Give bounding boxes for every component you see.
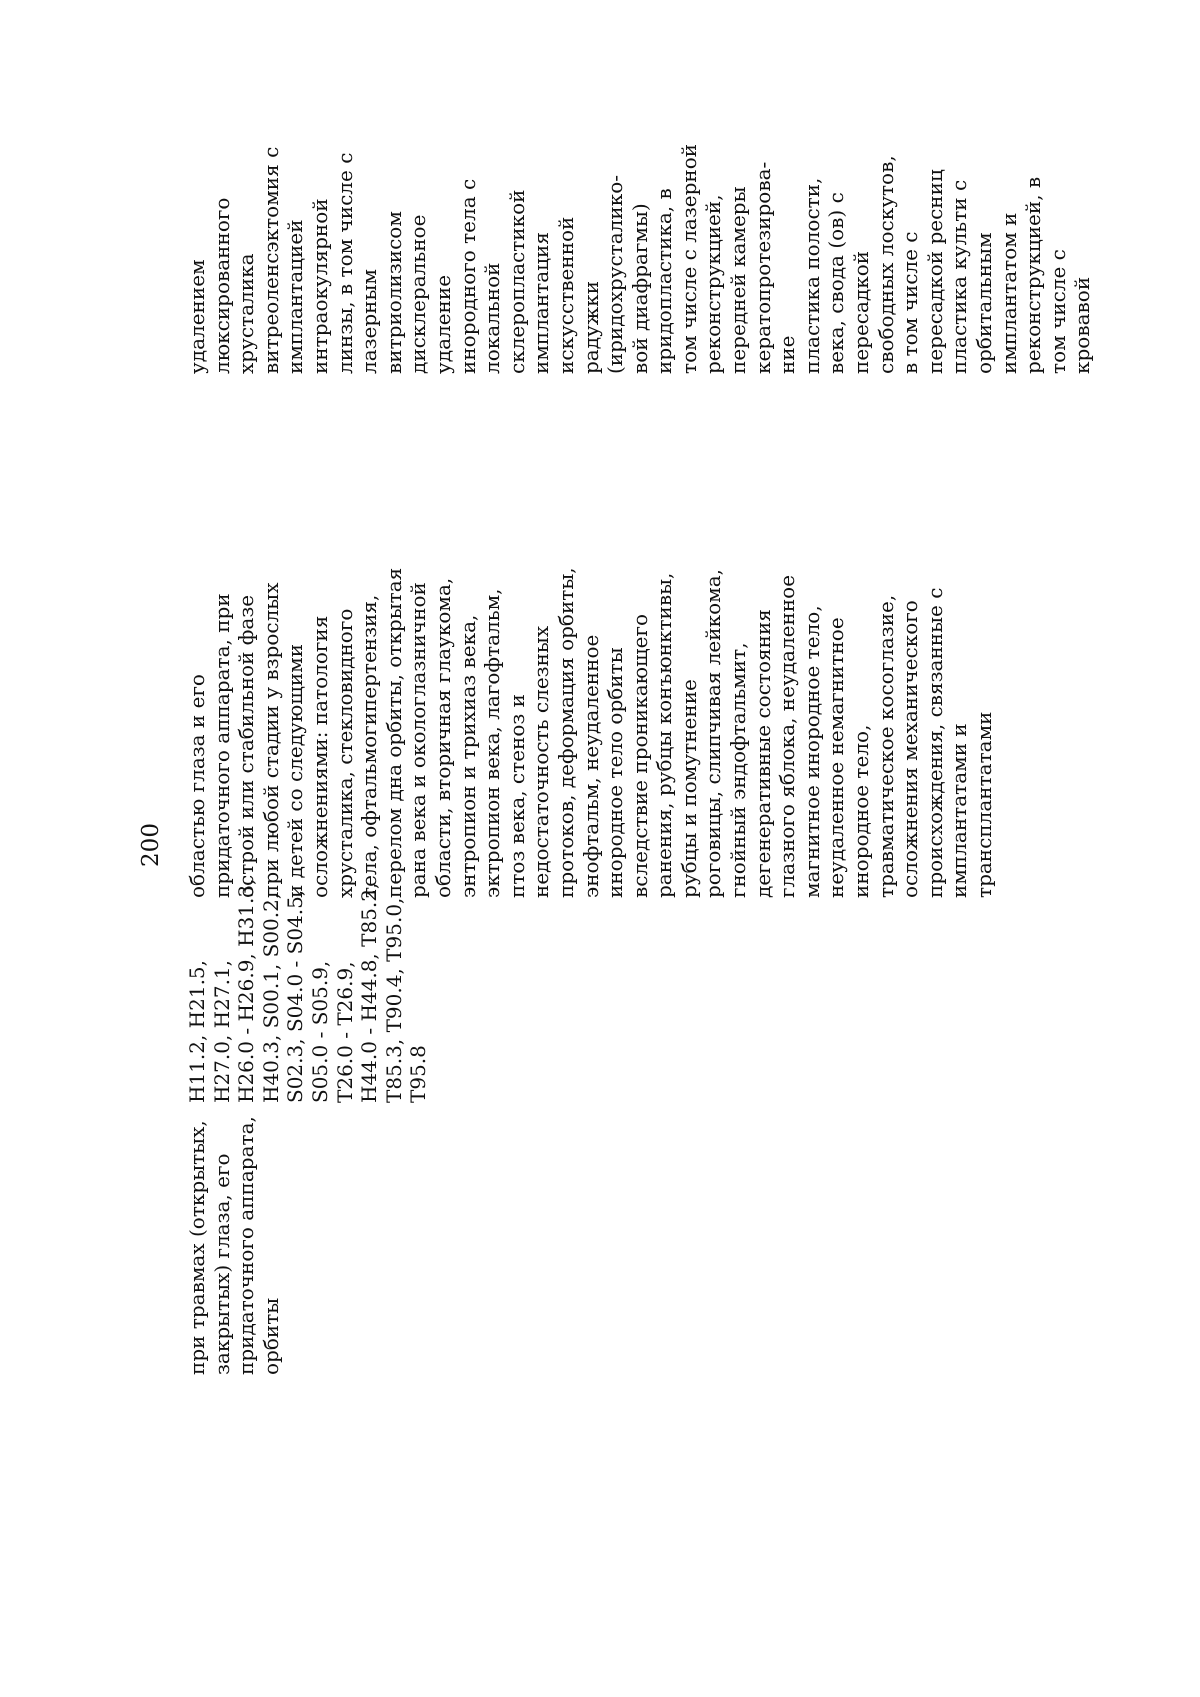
page-number: 200 bbox=[138, 823, 164, 867]
treatment-line: иридопластика, в bbox=[652, 188, 677, 374]
description-line: эктропион века, лагофтальм, bbox=[480, 588, 505, 898]
description-line: тела, офтальмогипертензия, bbox=[357, 594, 382, 898]
description-line: дегенеративные состояния bbox=[750, 609, 775, 898]
condition-line: закрытых) глаза, его bbox=[209, 1153, 234, 1375]
treatment-line: пересадкой ресниц bbox=[922, 169, 947, 374]
treatment-line: имплантацией bbox=[283, 219, 308, 374]
treatment-line: радужки bbox=[578, 280, 603, 374]
treatment-line: орбитальным bbox=[972, 232, 996, 374]
description-line: энтропион и трихиаз века, bbox=[455, 614, 480, 898]
condition-column bbox=[185, 1105, 283, 1375]
treatment-line: инородного тела с bbox=[455, 178, 480, 374]
description-line: рана века и окологлазничной bbox=[406, 582, 431, 898]
description-line: и детей со следующими bbox=[283, 643, 308, 898]
description-line: осложнения механического bbox=[898, 600, 923, 898]
code-line: H26.0 - H26.9, H31.3, bbox=[234, 878, 259, 1103]
treatment-line: удалением bbox=[185, 259, 209, 374]
treatment-line: вой диафрагмы) bbox=[627, 203, 652, 374]
treatment-line: кровавой bbox=[1070, 276, 1095, 374]
treatment-line: хрусталика bbox=[234, 253, 259, 374]
treatment-line: века, свода (ов) с bbox=[824, 192, 849, 374]
description-line: осложнениями: патология bbox=[307, 615, 332, 898]
treatment-line: локальной bbox=[480, 262, 505, 374]
description-column bbox=[185, 488, 997, 898]
code-line: H11.2, H21.5, bbox=[185, 959, 209, 1103]
treatment-line: пластика полости, bbox=[799, 177, 824, 374]
code-line: S02.3, S04.0 - S04.5, bbox=[283, 889, 308, 1103]
description-line: области, вторичная глаукома, bbox=[430, 577, 455, 898]
description-line: птоз века, стеноз и bbox=[504, 693, 529, 898]
code-line: S05.0 - S05.9, bbox=[307, 960, 332, 1103]
description-line: магнитное инородное тело, bbox=[799, 605, 824, 898]
description-line: травматическое косоглазие, bbox=[873, 594, 898, 898]
treatment-line: искусственной bbox=[553, 216, 578, 374]
treatment-line: пересадкой bbox=[849, 250, 874, 374]
description-line: перелом дна орбиты, открытая bbox=[381, 567, 406, 898]
treatment-line: реконструкцией, в bbox=[1021, 176, 1046, 374]
description-line: инородное тело орбиты bbox=[603, 647, 628, 898]
code-line: T95.8 bbox=[406, 1045, 431, 1103]
treatment-line: дисклеральное bbox=[406, 214, 431, 374]
treatment-line: люксированного bbox=[209, 197, 234, 374]
description-line: областью глаза и его bbox=[185, 674, 209, 898]
treatment-line: линзы, в том числе с bbox=[332, 152, 357, 374]
description-line: при любой стадии у взрослых bbox=[258, 582, 283, 898]
treatment-line: в том числе с bbox=[898, 231, 923, 374]
treatment-line: реконструкцией, bbox=[701, 194, 726, 374]
description-line: хрусталика, стекловидного bbox=[332, 608, 357, 898]
treatment-line: витриолизисом bbox=[381, 211, 406, 374]
description-line: роговицы, слипчивая лейкома, bbox=[701, 569, 726, 898]
treatment-line: имплантатом и bbox=[996, 212, 1021, 374]
treatment-line: имплантация bbox=[529, 232, 554, 374]
description-line: происхождения, связанные с bbox=[922, 587, 947, 898]
code-line: T26.0 - T26.9, bbox=[332, 961, 357, 1103]
treatment-line: передней камеры bbox=[726, 186, 751, 374]
description-line: трансплантатами bbox=[972, 711, 996, 898]
description-line: протоков, деформация орбиты, bbox=[553, 567, 578, 898]
code-line: H44.0 - H44.8, T85.2, bbox=[357, 882, 382, 1103]
code-line: H27.0, H27.1, bbox=[209, 959, 234, 1103]
treatment-line: лазерным bbox=[357, 269, 382, 374]
condition-line: при травмах (открытых, bbox=[185, 1120, 209, 1375]
treatment-line: склеропластикой bbox=[504, 189, 529, 374]
treatment-line: том числе с bbox=[1045, 249, 1070, 374]
description-line: инородное тело, bbox=[849, 724, 874, 898]
condition-line: придаточного аппарата, bbox=[234, 1116, 259, 1375]
treatment-line: том числе с лазерной bbox=[676, 143, 701, 374]
treatment-line: пластика культи с bbox=[947, 179, 972, 374]
treatment-line: интраокулярной bbox=[307, 198, 332, 374]
description-line: имплантатами и bbox=[947, 723, 972, 898]
code-line: T85.3, T90.4, T95.0, bbox=[381, 897, 406, 1103]
treatment-line: (иридохрусталико- bbox=[603, 175, 628, 374]
condition-line: орбиты bbox=[258, 1297, 283, 1375]
description-line: ранения, рубцы конъюнктивы, bbox=[652, 572, 677, 898]
treatment-line: кератопротезирова- bbox=[750, 161, 775, 374]
description-line: острой или стабильной фазе bbox=[234, 594, 259, 898]
treatment-line: ние bbox=[775, 335, 800, 374]
description-line: энофтальм, неудаленное bbox=[578, 634, 603, 898]
description-line: недостаточность слезных bbox=[529, 625, 554, 898]
treatment-line: витреоленсэктомия с bbox=[258, 146, 283, 374]
description-line: неудаленное немагнитное bbox=[824, 617, 849, 898]
code-line: H40.3, S00.1, S00.2, bbox=[258, 892, 283, 1103]
description-line: гнойный эндофтальмит, bbox=[726, 642, 751, 898]
description-line: вследствие проникающего bbox=[627, 614, 652, 898]
description-line: рубцы и помутнение bbox=[676, 679, 701, 898]
treatment-line: удаление bbox=[430, 274, 455, 374]
description-line: глазного яблока, неудаленное bbox=[775, 574, 800, 898]
treatment-line: свободных лоскутов, bbox=[873, 155, 898, 374]
treatment-column bbox=[185, 44, 1095, 374]
description-line: придаточного аппарата, при bbox=[209, 593, 234, 898]
